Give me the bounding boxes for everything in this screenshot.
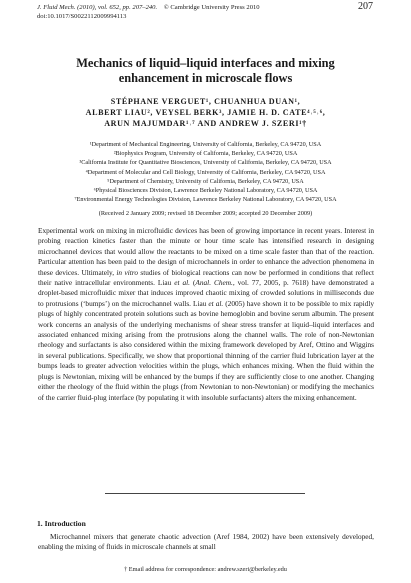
- affiliation: ⁶Physical Biosciences Division, Lawrence Berkeley National Laboratory, CA 94720, USA: [93, 187, 318, 195]
- affiliation-list: [37, 140, 374, 204]
- paper-title: [37, 56, 374, 86]
- author-line: STÉPHANE VERGUET¹, CHUANHUA DUAN¹,: [110, 97, 301, 106]
- abstract-italic: et al.: [208, 298, 224, 308]
- correspondence-footnote: † Email address for correspondence: andrew.szeri@berkeley.edu: [124, 566, 287, 573]
- abstract-italic: in vitro: [116, 267, 138, 277]
- running-head: [37, 3, 372, 21]
- title-line: enhancement in microscale flows: [118, 71, 293, 85]
- introduction-text: Microchannel mixers that generate chaotic advection (Aref 1984, 2002) have been extensively developed, enabling the mixing of fluids in microscale channels at small: [38, 532, 374, 552]
- copyright-notice: © Cambridge University Press 2010: [163, 4, 260, 11]
- page-number: 207: [358, 1, 373, 12]
- affiliation: ⁷Environmental Energy Technologies Division, Lawrence Berkeley National Laboratory, CA 94720, USA: [74, 196, 337, 204]
- abstract-text: , vol. 77, 2005, p. 7618) have demonstrated a droplet-based microfluidic mixer that induces improved chaotic mixing of crowded solutions in milliseconds due to protrusions (‘bumps’) on the microchannel walls. Liau: [38, 278, 374, 308]
- author-list: [37, 96, 374, 129]
- affiliation: ²Biophysics Program, University of California, Berkeley, CA 94720, USA: [113, 150, 298, 158]
- abstract-text: Experimental work on mixing in microfluidic devices has been of growing importance in recent years. Interest in probing reaction kinetics faster than the minute or hour time scale has intensified research in designing microchannel devices that would allow the reactants to be mixed on a time scale faster than that of the reaction. Particular attention has been paid to the design of microchannels in order to enhance the advection phenomena in these devices. Ultimately,: [38, 226, 374, 277]
- abstract: [38, 226, 374, 403]
- affiliation: ⁵Department of Chemistry, University of California, Berkeley, CA 94720, USA: [107, 177, 304, 185]
- abstract-italic: et al.: [174, 278, 190, 288]
- abstract-text: (2005) have shown it to be possible to mix rapidly plugs of highly concentrated protein solutions such as bovine hemoglobin and bovine serum albumin. The present work concerns an analysis of the underlying mechanisms of shear stress transfer at liquid–liquid interfaces and associated enhanced mixing arising from the protrusions along the channel walls. The role of non-Newtonian rheology and surfactants is also considered within the mixing framework developed by Aref, Ottino and Wiggins in several publications. Specifically, we show that proportional thinning of the carrier fluid lubrication layer at the bumps leads to greater advection velocities within the plugs, which enhances mixing. When the fluid within the plugs is Newtonian, mixing will be enhanced by the bumps if they are sufficiently close to one another. Changing either the rheology of the fluid within the plugs (from Newtonian to non-Newtonian) or modifying the mechanics of the carrier fluid-plug interface (by populating it with insoluble surfactants) alters the mixing enhancement.: [38, 298, 374, 402]
- author-line: ALBERT LIAU², VEYSEL BERK³, JAMIE H. D. CATE⁴˒⁵˒⁶,: [85, 108, 326, 117]
- abstract-text: (: [190, 278, 196, 288]
- section-heading: 1. Introduction: [37, 519, 86, 528]
- abstract-italic: Anal. Chem.: [195, 278, 233, 288]
- doi: doi:10.1017/S0022112009994113: [37, 13, 127, 20]
- affiliation: ¹Department of Mechanical Engineering, University of California, Berkeley, CA 94720, USA: [89, 141, 322, 148]
- affiliation: ³California Institute for Quantitative Biosciences, University of California, Berkeley, CA 94720, USA: [79, 159, 332, 167]
- received-dates: (Received 2 January 2009; revised 18 December 2009; accepted 20 December 2009): [98, 210, 313, 217]
- abstract-text: studies of biological reactions can now be performed in conditions that reflect their native intracellular environments. Liau: [38, 267, 375, 288]
- affiliation: ⁴Department of Molecular and Cell Biology, University of California, Berkeley, CA 94720, USA: [85, 168, 326, 176]
- abstract-divider: [105, 493, 305, 494]
- author-line: ARUN MAJUMDAR¹˒⁷ AND ANDREW J. SZERI¹†: [104, 119, 307, 128]
- title-line: Mechanics of liquid–liquid interfaces and mixing: [76, 56, 335, 70]
- journal-citation: J. Fluid Mech. (2010), vol. 652, pp. 207–240.: [37, 4, 158, 11]
